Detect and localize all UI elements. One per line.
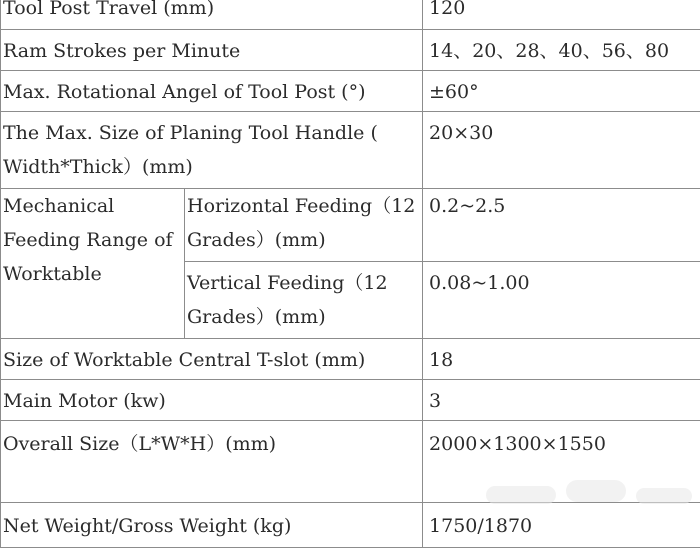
horizontal-feeding-label: Horizontal Feeding（12 Grades）(mm)	[185, 189, 423, 262]
table-row	[1, 189, 700, 262]
spec-value: 18	[423, 339, 700, 380]
spec-value: ±60°	[423, 71, 700, 112]
spec-value: 20×30	[423, 112, 700, 189]
spec-value: 14、20、28、40、56、80	[423, 30, 700, 71]
table-row	[1, 339, 700, 380]
spec-label: Net Weight/Gross Weight (kg)	[1, 503, 423, 548]
spec-label: Main Motor (kw)	[1, 380, 423, 421]
feeding-group-label: Mechanical Feeding Range of Worktable	[1, 189, 185, 339]
vertical-feeding-label: Vertical Feeding（12 Grades）(mm)	[185, 262, 423, 339]
table-row	[1, 503, 700, 548]
spec-label: Tool Post Travel (mm)	[1, 0, 423, 30]
spec-label: Overall Size（L*W*H）(mm)	[1, 421, 423, 503]
spec-value: 3	[423, 380, 700, 421]
table-row	[1, 112, 700, 189]
table-row	[1, 71, 700, 112]
table-row	[1, 0, 700, 30]
spec-label: Size of Worktable Central T-slot (mm)	[1, 339, 423, 380]
spec-label: The Max. Size of Planing Tool Handle ( Width*Thick）(mm)	[1, 112, 423, 189]
table-row	[1, 30, 700, 71]
table-row	[1, 380, 700, 421]
horizontal-feeding-value: 0.2~2.5	[423, 189, 700, 262]
spec-label: Max. Rotational Angel of Tool Post (°)	[1, 71, 423, 112]
spec-value: 1750/1870	[423, 503, 700, 548]
spec-label: Ram Strokes per Minute	[1, 30, 423, 71]
vertical-feeding-value: 0.08~1.00	[423, 262, 700, 339]
spec-value: 2000×1300×1550	[423, 421, 700, 503]
spec-value: 120	[423, 0, 700, 30]
table-row	[1, 421, 700, 503]
